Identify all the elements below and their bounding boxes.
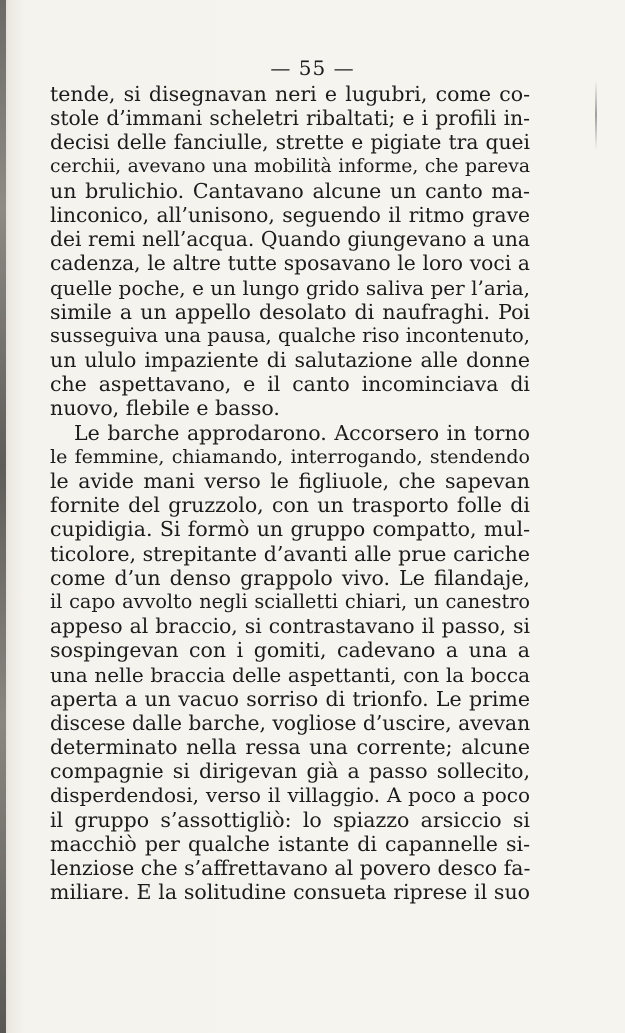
text-line: compagnie si dirigevan già a passo sollecito, bbox=[50, 759, 530, 784]
text-line: tende, si disegnavan neri e lugubri, come co- bbox=[50, 82, 530, 106]
text-line: linconico, all’unisono, seguendo il ritmo grave bbox=[50, 202, 530, 227]
text-line: che aspettavano, e il canto incominciava di bbox=[50, 372, 530, 397]
text-line: appeso al braccio, si contrastavano il passo, si bbox=[50, 614, 530, 639]
body-text bbox=[50, 82, 530, 904]
text-line: cerchii, avevano una mobilità informe, che pareva bbox=[50, 155, 530, 177]
paragraph-1 bbox=[50, 82, 530, 421]
text-line: determinato nella ressa una corrente; alcune bbox=[50, 735, 530, 760]
text-line: simile a un appello desolato di naufraghi. Poi bbox=[50, 299, 530, 324]
text-line: aperta a un vacuo sorriso di trionfo. Le prime bbox=[50, 686, 530, 711]
text-line: nuovo, flebile e basso. bbox=[50, 396, 280, 421]
text-line: susseguiva una pausa, qualche riso incontenuto, bbox=[50, 323, 530, 347]
text-line: macchiò per qualche istante di capannelle si- bbox=[50, 831, 530, 856]
text-line: stole d’immani scheletri ribaltati; e i profili in- bbox=[50, 106, 530, 131]
page-number: — 55 — bbox=[270, 56, 355, 80]
text-line: fornite del gruzzolo, con un trasporto folle di bbox=[50, 493, 530, 518]
text-line: cupidigia. Si formò un gruppo compatto, mul- bbox=[50, 517, 530, 542]
text-line: un brulichio. Cantavano alcune un canto ma- bbox=[50, 178, 530, 203]
text-line: discese dalle barche, vogliose d’uscire, avevan bbox=[50, 710, 531, 735]
text-line: decisi delle fanciulle, strette e pigiate tra quei bbox=[50, 130, 530, 155]
paragraph-2 bbox=[50, 421, 530, 905]
text-line: disperdendosi, verso il villaggio. A poco a poco bbox=[50, 783, 530, 808]
text-line: le femmine, chiamando, interrogando, stendendo bbox=[50, 445, 530, 468]
text-line: una nelle braccia delle aspettanti, con la bocca bbox=[50, 662, 530, 687]
text-line: un ululo impaziente di salutazione alle donne bbox=[50, 348, 530, 373]
text-line: miliare. E la solitudine consueta riprese il suo bbox=[50, 880, 530, 905]
page-binding-edge bbox=[0, 0, 6, 1033]
text-line: cadenza, le altre tutte sposavano le loro voci a bbox=[50, 251, 530, 276]
text-line: il gruppo s’assottigliò: lo spiazzo arsiccio si bbox=[50, 807, 530, 832]
paper-crease bbox=[595, 80, 597, 150]
text-line: il capo avvolto negli scialletti chiari, un canestro bbox=[50, 589, 530, 613]
text-line: sospingevan con i gomiti, cadevano a una a bbox=[50, 638, 530, 663]
text-line: ticolore, strepitante d’avanti alle prue cariche bbox=[50, 541, 530, 566]
text-line: dei remi nell’acqua. Quando giungevano a una bbox=[50, 227, 530, 252]
text-line: Le barche approdarono. Accorsero in torno bbox=[74, 420, 530, 445]
text-line: come d’un denso grappolo vivo. Le filandaje, bbox=[50, 565, 530, 590]
text-line: lenziose che s’affrettavano al povero desco fa- bbox=[50, 856, 531, 880]
text-line: le avide mani verso le figliuole, che sapevan bbox=[50, 469, 530, 493]
text-line: quelle poche, e un lungo grido saliva per l’aria, bbox=[50, 275, 530, 300]
